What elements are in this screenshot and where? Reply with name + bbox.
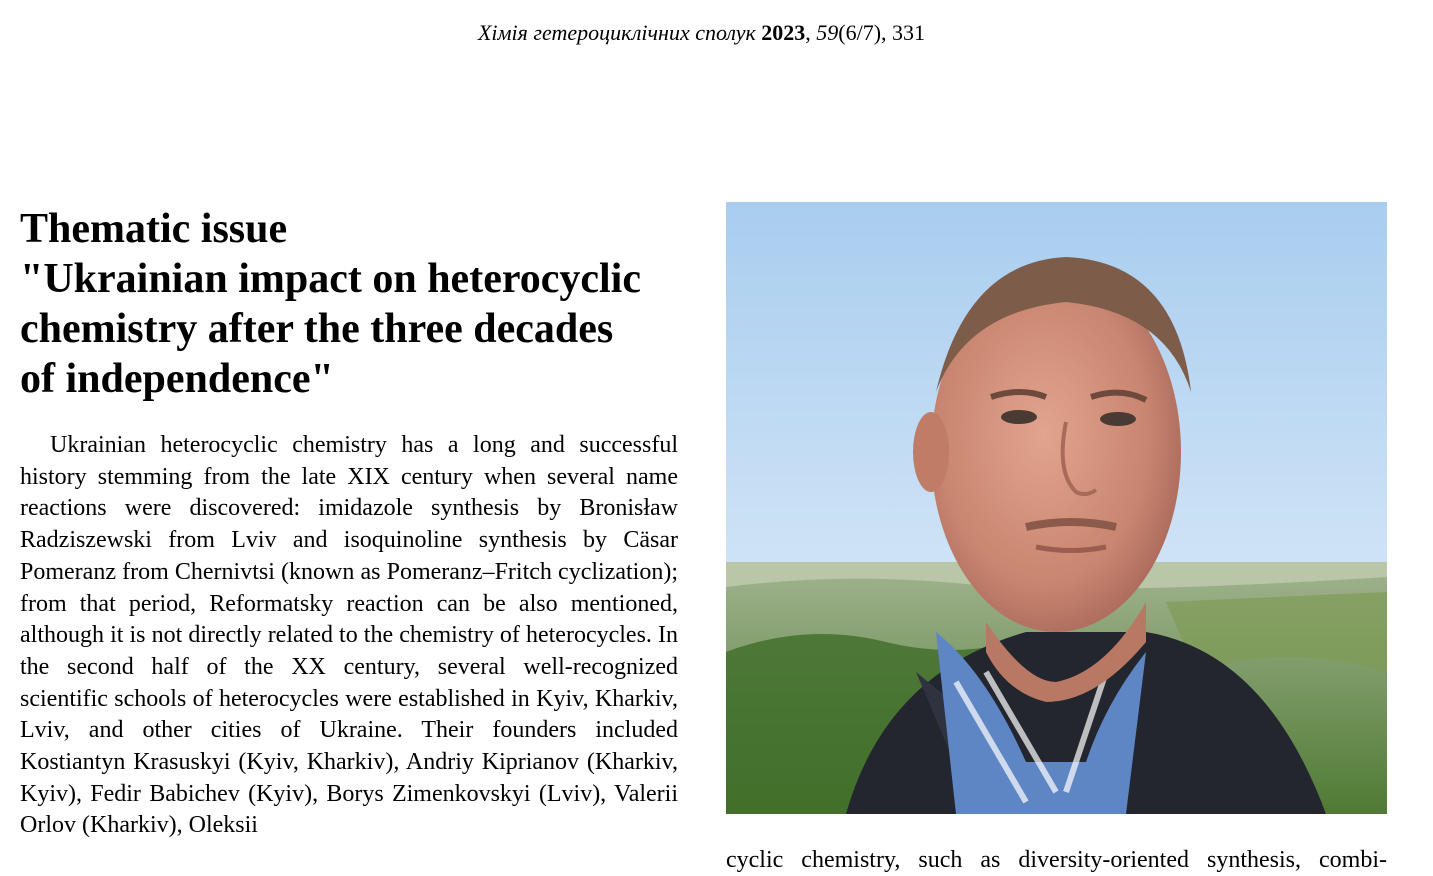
article-title	[20, 204, 700, 404]
title-line-1: Thematic issue	[20, 206, 288, 252]
title-line-3: chemistry after the three decades	[20, 306, 614, 352]
body-paragraph-left: Ukrainian heterocyclic chemistry has a long and successful history stemming from the late XIX century when several name reactions were discovered: imidazole synthesis by Bronisław Radziszewski from Lviv and isoquinoline synthesis by Cäsar Pomeranz from Chernivtsi (known as Pomeranz–Fritch cyclization); from that period, Reformatsky reaction can be also mentioned, although it is not directly related to the chemistry of heterocycles. In the second half of the XX century, several well-recognized scientific schools of heterocycles were established in Kyiv, Kharkiv, Lviv, and other cities of Ukraine. Their founders included Kostiantyn Krasuskyi (Kyiv, Kharkiv), Andriy Kiprianov (Kharkiv, Kyiv), Fedir Babichev (Kyiv), Borys Zimenkovskyi (Lviv), Valerii Orlov (Kharkiv), Oleksii	[20, 432, 678, 839]
editor-portrait-photo	[726, 202, 1387, 814]
body-paragraph-right: cyclic chemistry, such as diversity-oriented synthesis, combi-	[726, 847, 1387, 873]
running-header: Хімія гетероциклічних сполук 2023, 59(6/7), 331	[477, 20, 926, 45]
title-line-2: "Ukrainian impact on heterocyclic	[20, 256, 641, 302]
journal-name: Хімія гетероциклічних сполук	[477, 20, 756, 45]
title-line-4: of independence"	[20, 356, 334, 402]
journal-year: 2023	[761, 20, 806, 45]
journal-volume: 59	[816, 20, 839, 45]
journal-issue-page: (6/7), 331	[838, 20, 926, 45]
